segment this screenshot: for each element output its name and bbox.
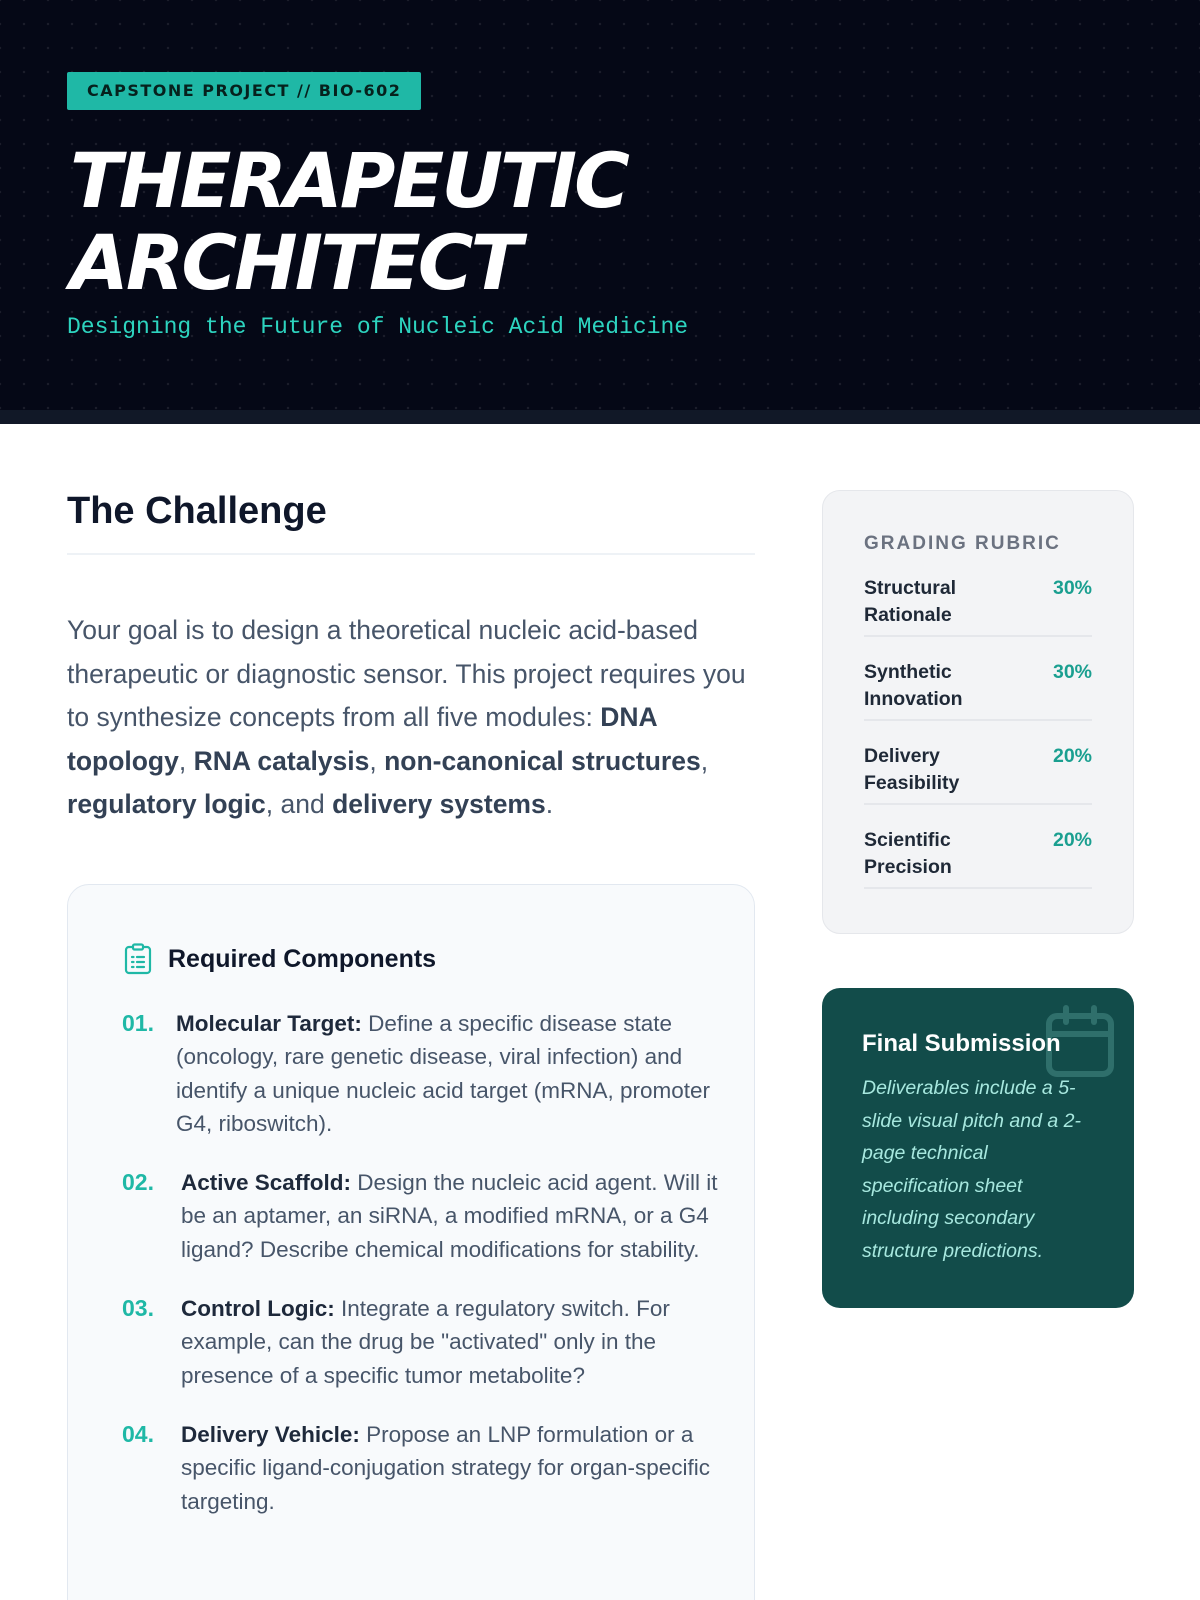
item-body [122, 1418, 722, 1518]
page-subtitle: Designing the Future of Nucleic Acid Medicine [67, 314, 689, 340]
module-rna-catalysis: RNA catalysis [193, 745, 370, 776]
item-text: Define a specific disease state (oncology, rare genetic disease, viral infection) and identify a unique nucleic acid target (mRNA, promoter G4, riboswitch). [176, 1011, 711, 1136]
project-tag: CAPSTONE PROJECT // BIO-602 [67, 72, 421, 110]
item-number: 02. [122, 1169, 154, 1196]
final-submission-card [822, 988, 1134, 1308]
components-title: Required Components [168, 944, 437, 973]
separator: , [369, 745, 385, 776]
module-regulatory-logic: regulatory logic [67, 789, 266, 819]
item-number: 04. [122, 1420, 154, 1447]
separator: , [178, 745, 194, 776]
item-body [122, 1166, 722, 1266]
item-label: Molecular Target: [176, 1011, 362, 1036]
item-body [122, 1292, 722, 1392]
rubric-weight: 30% [1052, 661, 1092, 683]
separator: , and [265, 789, 333, 819]
rubric-label: Scientific Precision [864, 829, 952, 878]
challenge-intro [67, 609, 755, 827]
challenge-heading: The Challenge [67, 490, 755, 555]
submission-title: Final Submission [862, 1030, 1061, 1057]
submission-text: Deliverables include a 5-slide visual pitch and a 2-page technical specification sheet including secondary structure predictions. [862, 1077, 1081, 1262]
module-dna-topology: DNA topology [67, 702, 657, 776]
component-item-active-scaffold [122, 1166, 722, 1266]
hero-divider-bar [0, 410, 1200, 424]
intro-text: Your goal is to design a theoretical nucleic acid-based therapeutic or diagnostic sensor. This project requires you to synthesize concepts from all five modules: [67, 615, 746, 732]
rubric-label: Delivery Feasibility [864, 745, 960, 794]
rubric-label: Synthetic Innovation [864, 661, 963, 710]
component-item-delivery-vehicle [122, 1418, 722, 1518]
rubric-weight: 20% [1052, 829, 1092, 851]
rubric-row-scientific-precision [864, 827, 1092, 889]
rubric-row-delivery-feasibility [864, 743, 1092, 805]
components-list [122, 1007, 722, 1544]
title-line-2: ARCHITECT [70, 218, 520, 307]
rubric-title: GRADING RUBRIC [864, 533, 1061, 554]
separator: . [545, 789, 554, 819]
item-text: Propose an LNP formulation or a specific ligand-conjugation strategy for organ-specific targeting. [181, 1421, 711, 1514]
grading-rubric-card [822, 490, 1134, 934]
rubric-row-structural-rationale [864, 575, 1092, 637]
module-delivery-systems: delivery systems [332, 789, 546, 819]
separator: , [700, 745, 709, 776]
title-line-1: THERAPEUTIC [70, 136, 627, 225]
item-body [122, 1007, 722, 1140]
item-label: Delivery Vehicle: [181, 1421, 360, 1447]
challenge-section [67, 490, 755, 827]
item-number: 01. [122, 1010, 154, 1036]
rubric-label: Structural Rationale [864, 577, 957, 626]
item-text: Integrate a regulatory switch. For example, can the drug be "activated" only in the presence of a specific tumor metabolite? [181, 1296, 670, 1388]
rubric-weight: 20% [1052, 745, 1092, 767]
component-item-control-logic [122, 1292, 722, 1392]
hero-header [0, 0, 1200, 424]
item-text: Design the nucleic acid agent. Will it be an aptamer, an siRNA, a modified mRNA, or a G4 ligand? Describe chemical modifications for stability. [181, 1170, 718, 1262]
item-label: Control Logic: [181, 1296, 335, 1322]
required-components-card [67, 884, 755, 1600]
module-non-canonical: non-canonical structures [384, 745, 701, 776]
item-label: Active Scaffold: [181, 1170, 352, 1196]
rubric-weight: 30% [1052, 577, 1092, 599]
rubric-row-synthetic-innovation [864, 659, 1092, 721]
component-item-molecular-target [122, 1007, 722, 1140]
page-title [70, 136, 627, 307]
clipboard-icon [124, 943, 152, 975]
components-header [124, 943, 436, 975]
item-number: 03. [122, 1295, 154, 1322]
